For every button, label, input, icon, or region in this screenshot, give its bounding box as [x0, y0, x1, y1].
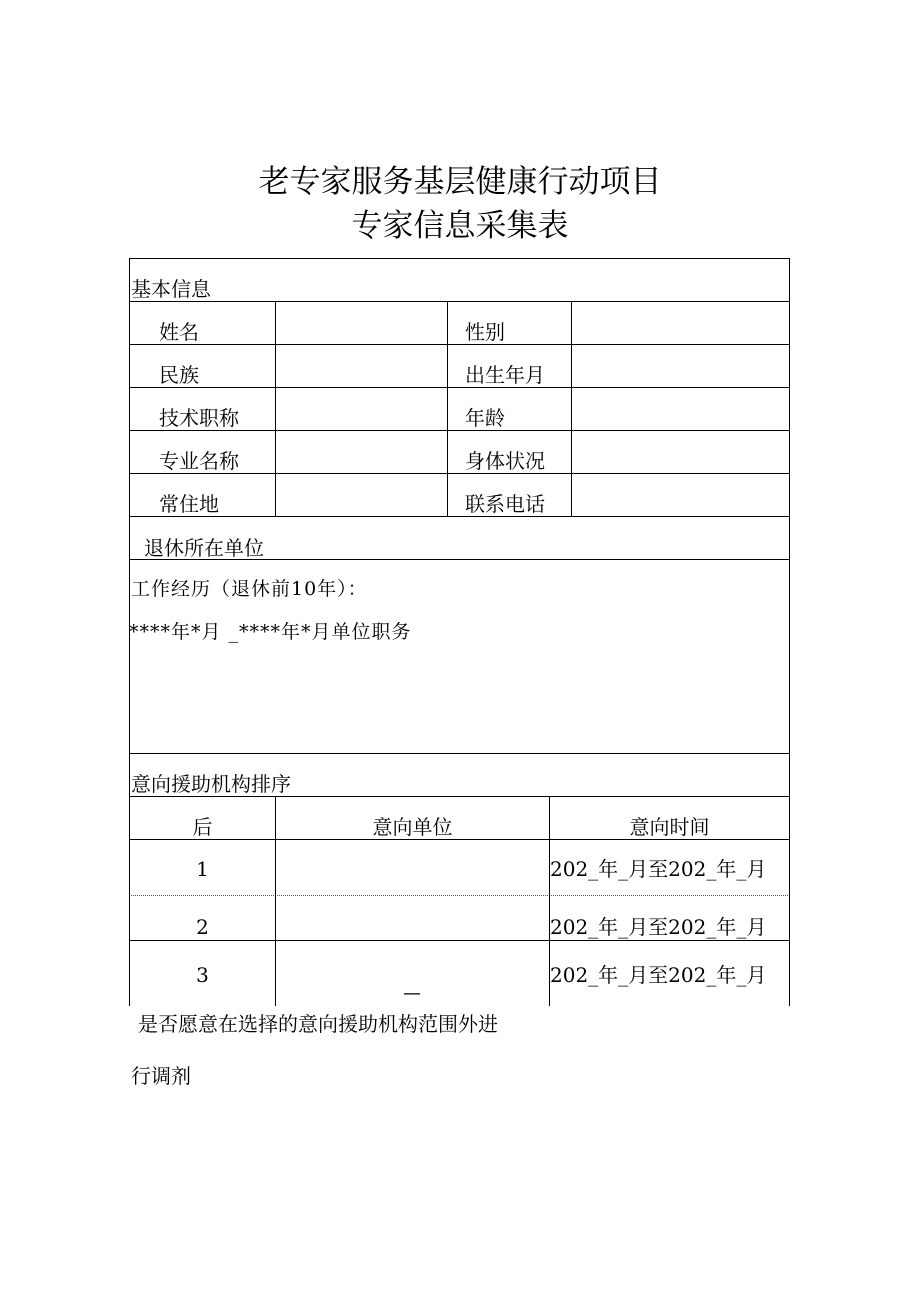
rank-header: 后	[192, 815, 213, 839]
name-label: 姓名	[159, 320, 199, 344]
work-history-label: 工作经历（退休前10年）：	[131, 578, 368, 600]
table-divider	[129, 301, 790, 302]
form-title: 老专家服务基层健康行动项目	[258, 164, 662, 200]
table-divider	[129, 753, 790, 754]
time-header: 意向时间	[629, 815, 710, 839]
rank-2: 2	[196, 915, 209, 939]
rank-1: 1	[196, 857, 209, 881]
table-col-divider	[571, 301, 572, 516]
table-divider	[129, 430, 790, 431]
health-status-label: 身体状况	[465, 449, 545, 473]
table-divider	[129, 387, 790, 388]
table-col-divider	[447, 301, 448, 516]
time-field-1[interactable]: 202_年_月至202_年_月	[550, 857, 767, 881]
unit-header: 意向单位	[372, 815, 453, 839]
adjustment-question-line1: 是否愿意在选择的意向援助机构范围外进	[138, 1012, 498, 1036]
table-divider	[129, 473, 790, 474]
retirement-unit-label: 退休所在单位	[144, 536, 264, 560]
table-col-divider	[275, 301, 276, 516]
ethnicity-label: 民族	[159, 363, 199, 387]
table-divider	[129, 516, 790, 517]
table-divider	[129, 344, 790, 345]
basic-info-label: 基本信息	[131, 277, 211, 301]
institutions-label: 意向援助机构排序	[131, 772, 291, 796]
form-subtitle: 专家信息采集表	[351, 208, 569, 244]
work-history-template[interactable]: ****年*月 _****年*月单位职务	[129, 621, 412, 643]
stray-dash-mark: —	[403, 983, 421, 1004]
table-border-right	[789, 258, 790, 1006]
time-field-3[interactable]: 202_年_月至202_年_月	[550, 963, 767, 987]
age-label: 年龄	[465, 406, 505, 430]
rank-3: 3	[196, 963, 209, 987]
birth-date-label: 出生年月	[465, 363, 545, 387]
table-divider	[129, 839, 790, 840]
title-rank-label: 技术职称	[159, 406, 239, 430]
table-divider	[129, 796, 790, 797]
adjustment-question-line2: 行调剂	[131, 1064, 191, 1088]
residence-label: 常住地	[159, 492, 219, 516]
table-divider	[129, 940, 790, 941]
table-border-top	[129, 258, 790, 259]
phone-label: 联系电话	[465, 492, 545, 516]
time-field-2[interactable]: 202_年_月至202_年_月	[550, 915, 767, 939]
gender-label: 性别	[465, 320, 505, 344]
table-divider-dotted	[129, 895, 790, 896]
specialty-label: 专业名称	[159, 449, 239, 473]
